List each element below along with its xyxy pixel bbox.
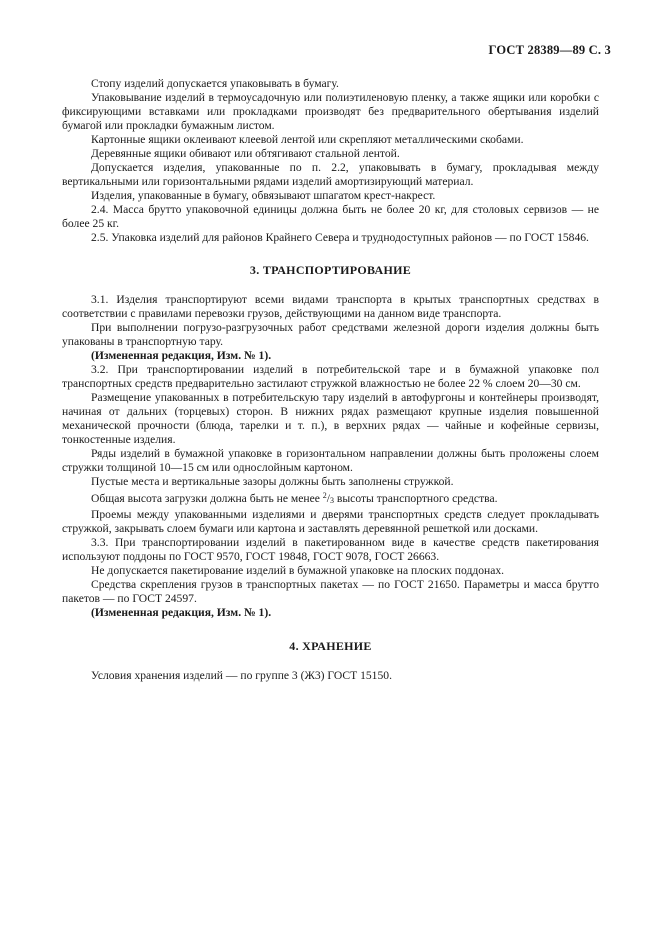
paragraph: Размещение упакованных в потребительскую тару изделий в автофургоны и контейнеры производят, начиная от дальних (торцевых) сторон. В нижних рядах размещают крупные изделия повышенной механической прочности (блюда, тарелки и т. п.), в верхних рядах — чайные и кофейные сервизы, тонкостенные изделия. xyxy=(62,391,599,446)
paragraph: Деревянные ящики обивают или обтягивают стальной лентой. xyxy=(91,147,400,160)
paragraph: Проемы между упакованными изделиями и дверями транспортных средств следует прокладывать стружкой, закрывать слоем бумаги или картона и заставлять деревянной решеткой или досками. xyxy=(62,508,599,535)
paragraph: Картонные ящики оклеивают клеевой лентой или скрепляют металлическими скобами. xyxy=(91,133,524,146)
paragraph: Ряды изделий в бумажной упаковке в горизонтальном направлении должны быть проложены слоем стружки толщиной 10—15 см или однослойным картоном. xyxy=(62,447,599,474)
amendment-note: (Измененная редакция, Изм. № 1). xyxy=(91,349,272,362)
amendment-note: (Измененная редакция, Изм. № 1). xyxy=(91,606,272,619)
storage-section xyxy=(62,669,599,683)
fraction-numerator: 2 xyxy=(322,491,327,500)
paragraph-fraction: Общая высота загрузки должна быть не менее $^2$/3 высоты транспортного средства. xyxy=(91,491,498,505)
paragraph-3-2: 3.2. При транспортировании изделий в потребительской таре и в бумажной упаковке пол транспортных средств предварительно застилают стружкой влажностью не более 22 % слоем 20—30 см. xyxy=(62,363,599,390)
fraction-denominator: 3 xyxy=(330,496,335,505)
section-heading-storage: 4. ХРАНЕНИЕ xyxy=(289,639,372,653)
page-header: ГОСТ 28389—89 С. 3 xyxy=(488,43,611,57)
paragraph-3-1: 3.1. Изделия транспортируют всеми видами транспорта в крытых транспортных средствах в соответствии с правилами перевозки грузов, действующими на данном виде транспорта. xyxy=(62,293,599,320)
paragraph-2-4: 2.4. Масса брутто упаковочной единицы должна быть не более 20 кг, для столовых сервизов — не более 25 кг. xyxy=(62,203,599,230)
paragraph: Изделия, упакованные в бумагу, обвязывают шпагатом крест-накрест. xyxy=(91,189,436,202)
paragraph: Пустые места и вертикальные зазоры должны быть заполнены стружкой. xyxy=(91,475,454,488)
paragraph: Упаковывание изделий в термоусадочную или полиэтиленовую пленку, а также ящики или коробки с фиксирующими вставками или прокладками производят без предварительного обертывания изделий бумагой или прокладки бумажным листом. xyxy=(62,91,599,132)
packing-section xyxy=(62,77,599,245)
transport-section xyxy=(62,293,599,620)
paragraph: Средства скрепления грузов в транспортных пакетах — по ГОСТ 21650. Параметры и масса брутто пакетов — по ГОСТ 24597. xyxy=(62,578,599,605)
section-heading-transport: 3. ТРАНСПОРТИРОВАНИЕ xyxy=(249,263,412,277)
paragraph-3-3: 3.3. При транспортировании изделий в пакетированном виде в качестве средств пакетирования используют поддоны по ГОСТ 9570, ГОСТ 19848, ГОСТ 9078, ГОСТ 26663. xyxy=(62,536,599,563)
document-body xyxy=(62,77,599,683)
text-run: высоты транспортного средства. xyxy=(334,492,498,505)
paragraph: При выполнении погрузо-разгрузочных работ средствами железной дороги изделия должны быть упакованы в транспортную тару. xyxy=(62,321,599,348)
paragraph: Стопу изделий допускается упаковывать в бумагу. xyxy=(91,77,339,90)
paragraph-4: Условия хранения изделий — по группе 3 (Ж3) ГОСТ 15150. xyxy=(91,669,392,682)
text-run: Общая высота загрузки должна быть не менее xyxy=(91,492,323,505)
paragraph: Не допускается пакетирование изделий в бумажной упаковке на плоских поддонах. xyxy=(91,564,505,577)
paragraph: Допускается изделия, упакованные по п. 2.2, упаковывать в бумагу, прокладывая между вертикальными или горизонтальными рядами изделий амортизирующий материал. xyxy=(62,161,599,188)
paragraph-2-5: 2.5. Упаковка изделий для районов Крайнего Севера и труднодоступных районов — по ГОСТ 15846. xyxy=(91,231,589,244)
